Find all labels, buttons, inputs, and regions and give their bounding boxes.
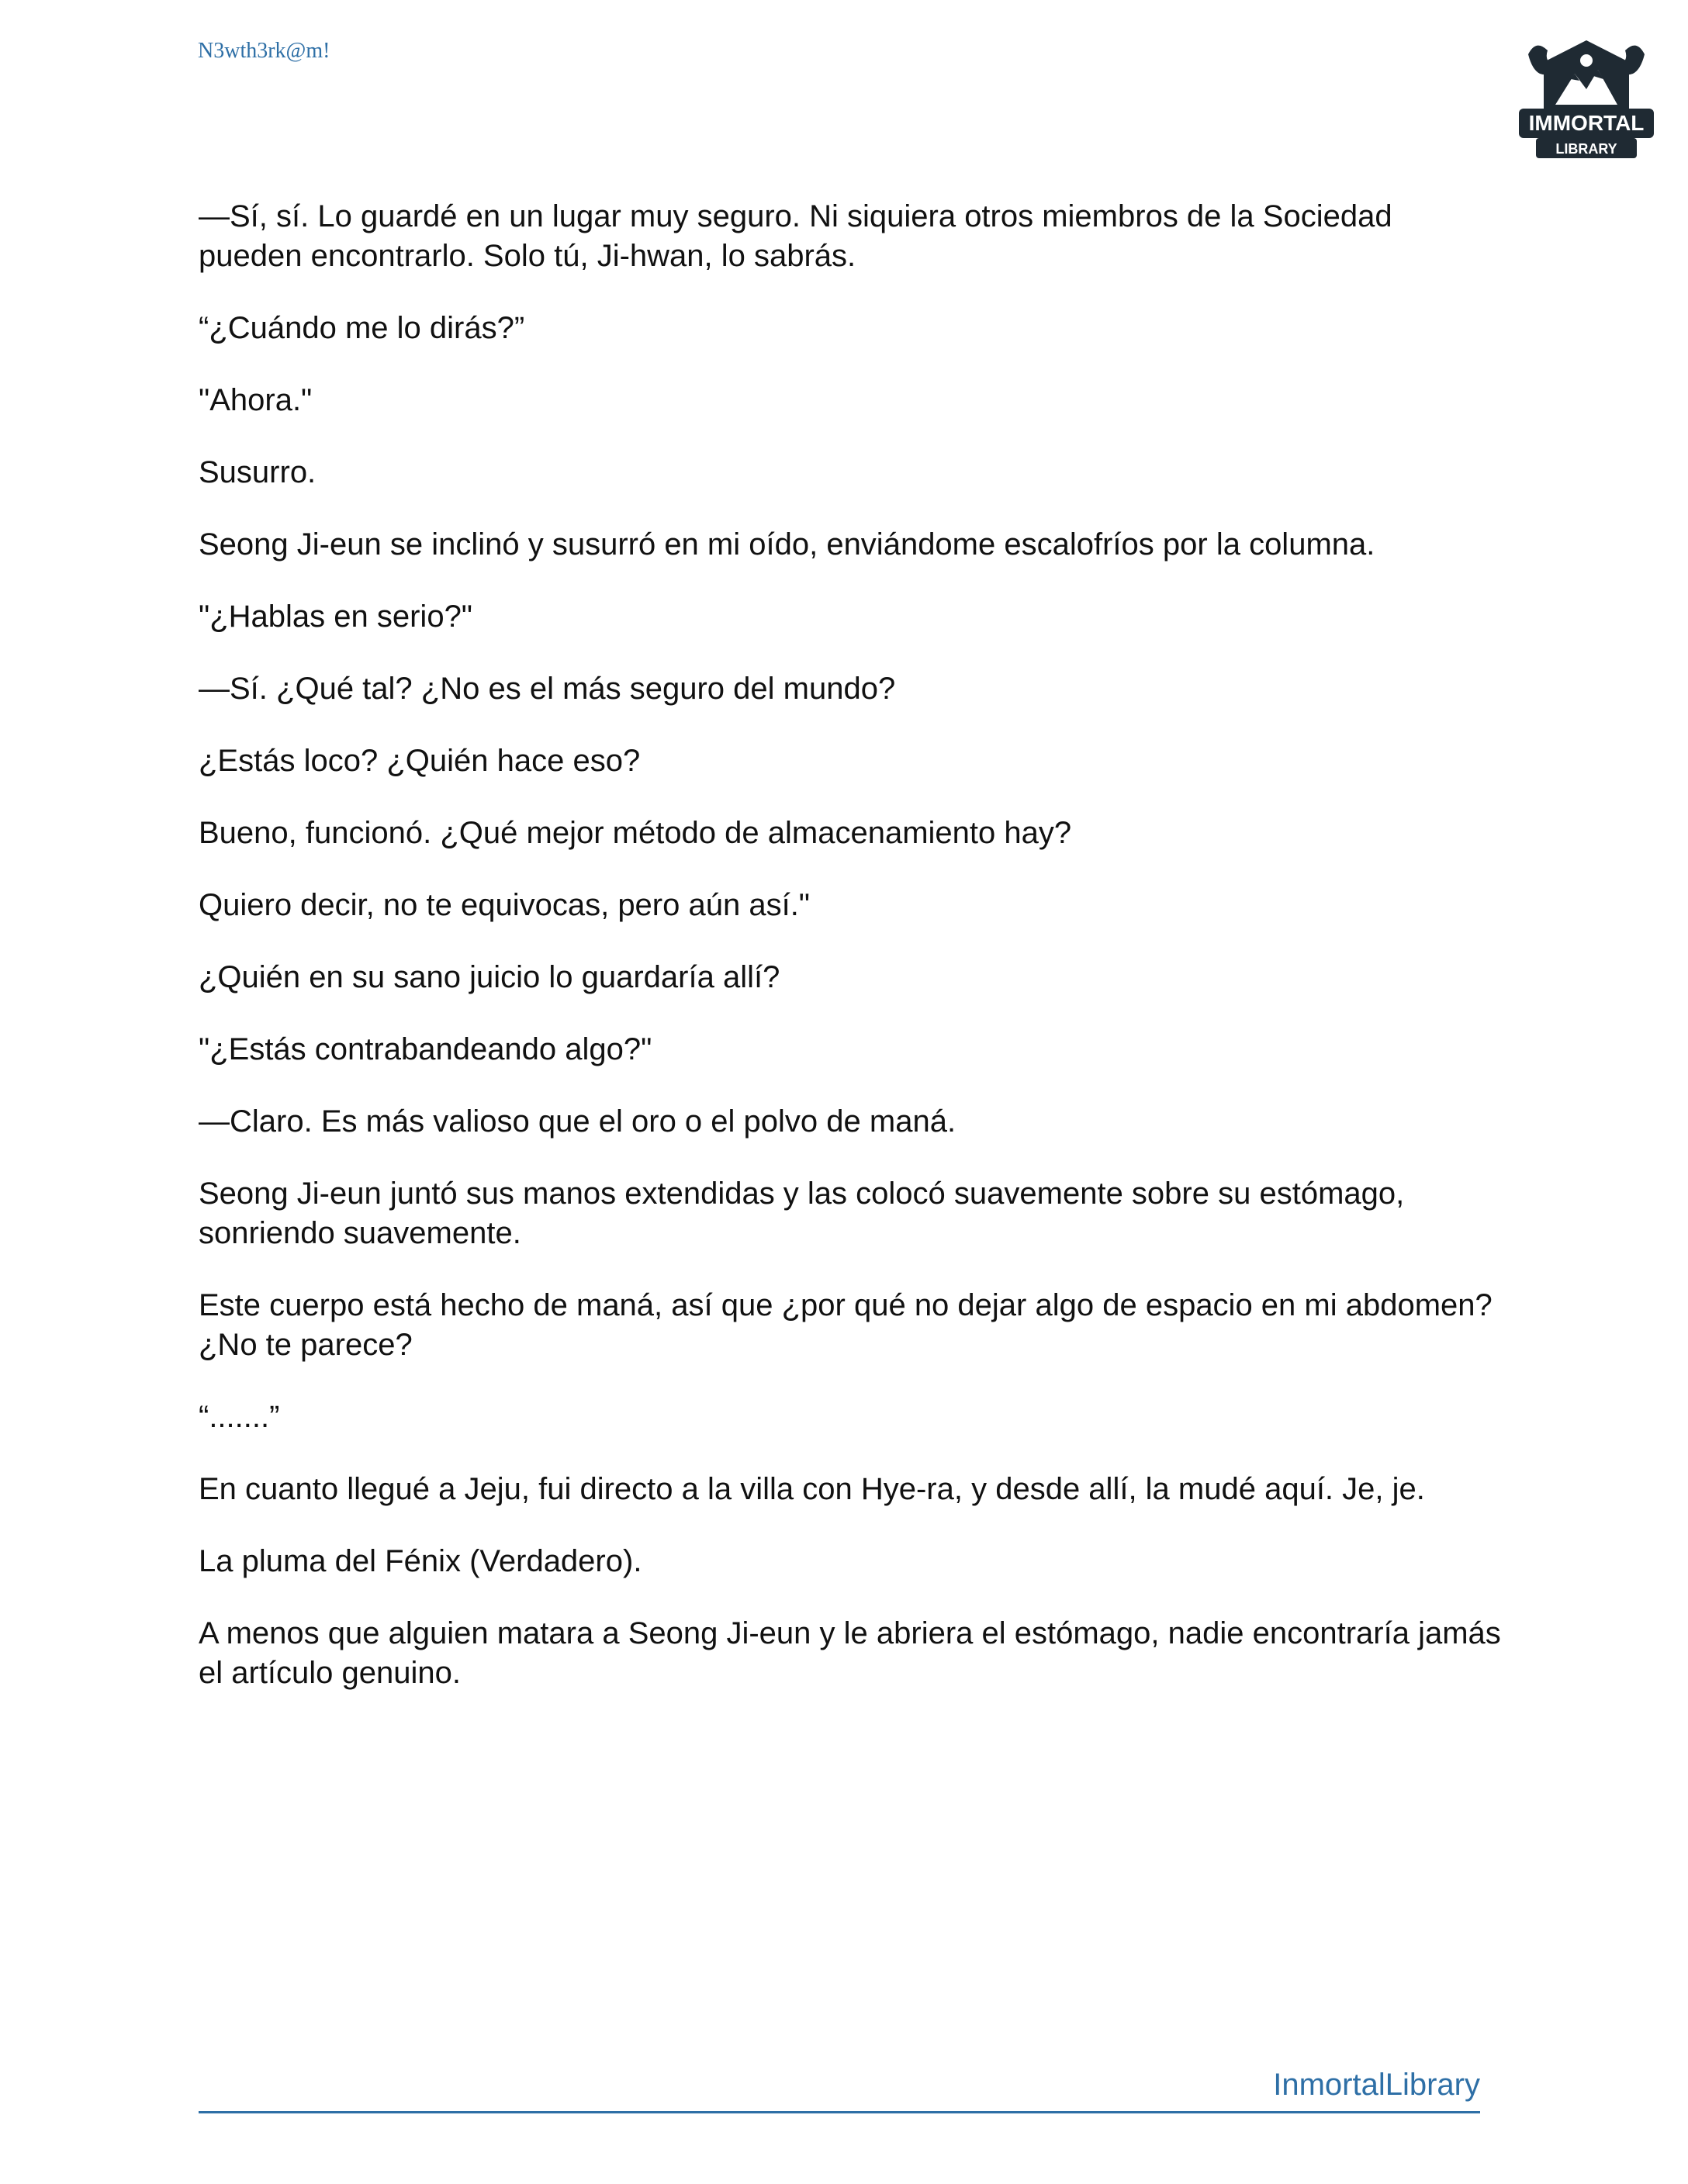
story-body <box>199 197 1502 1726</box>
paragraph: A menos que alguien matara a Seong Ji-eun y le abriera el estómago, nadie encontraría jamás el artículo genuino. <box>199 1616 1501 1690</box>
paragraph: La pluma del Fénix (Verdadero). <box>199 1544 642 1578</box>
footer-library-link[interactable]: InmortalLibrary <box>1273 2068 1480 2102</box>
paragraph: “.......” <box>199 1400 280 1434</box>
paragraph: —Claro. Es más valioso que el oro o el polvo de maná. <box>199 1104 956 1139</box>
paragraph: Seong Ji-eun juntó sus manos extendidas y las colocó suavemente sobre su estómago, sonriendo suavemente. <box>199 1177 1405 1250</box>
immortal-library-logo <box>1513 31 1660 163</box>
header-tag: N3wth3rk@m! <box>198 39 330 63</box>
paragraph: "Ahora." <box>199 383 313 417</box>
paragraph: —Sí, sí. Lo guardé en un lugar muy seguro. Ni siquiera otros miembros de la Sociedad pueden encontrarlo. Solo tú, Ji-hwan, lo sabrás. <box>199 199 1392 273</box>
paragraph: En cuanto llegué a Jeju, fui directo a la villa con Hye-ra, y desde allí, la mudé aquí. Je, je. <box>199 1472 1425 1506</box>
paragraph: —Sí. ¿Qué tal? ¿No es el más seguro del mundo? <box>199 672 896 706</box>
paragraph: Susurro. <box>199 455 316 489</box>
logo-line1: IMMORTAL <box>1528 111 1645 135</box>
footer-divider <box>199 2111 1480 2113</box>
immortal-library-logo-icon <box>1513 31 1660 163</box>
paragraph: "¿Hablas en serio?" <box>199 600 473 634</box>
paragraph: “¿Cuándo me lo dirás?” <box>199 311 525 345</box>
paragraph: Quiero decir, no te equivocas, pero aún así." <box>199 888 811 922</box>
paragraph: Bueno, funcionó. ¿Qué mejor método de almacenamiento hay? <box>199 816 1072 850</box>
logo-line2: LIBRARY <box>1555 141 1617 157</box>
paragraph: Seong Ji-eun se inclinó y susurró en mi oído, enviándome escalofríos por la columna. <box>199 527 1375 562</box>
paragraph: "¿Estás contrabandeando algo?" <box>199 1032 652 1066</box>
paragraph: ¿Quién en su sano juicio lo guardaría allí? <box>199 960 780 994</box>
paragraph: Este cuerpo está hecho de maná, así que ¿por qué no dejar algo de espacio en mi abdomen? ¿No te parece? <box>199 1288 1493 1362</box>
paragraph: ¿Estás loco? ¿Quién hace eso? <box>199 744 641 778</box>
